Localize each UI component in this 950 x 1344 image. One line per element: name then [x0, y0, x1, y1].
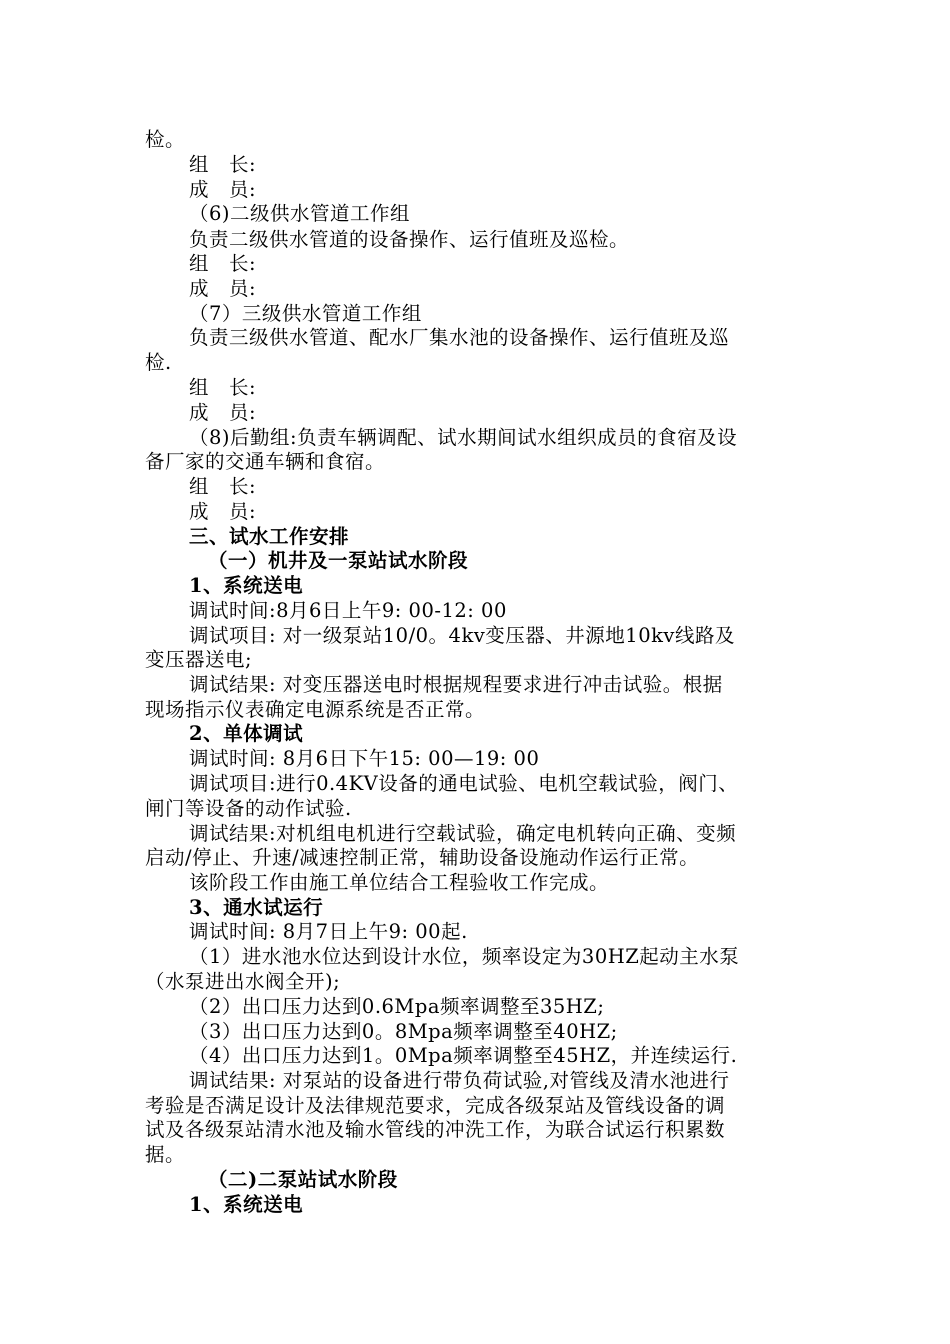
- text-line: 组 长:: [189, 475, 257, 498]
- item-heading: 1、系统送电: [189, 1193, 304, 1216]
- text-line: （2）出口压力达到0.6Mpa频率调整至35HZ;: [189, 995, 605, 1018]
- text-line: 启动/停止、升速/减速控制正常，辅助设备设施动作运行正常。: [145, 846, 700, 869]
- text-line: 成 员:: [189, 178, 257, 201]
- text-line: 成 员:: [189, 500, 257, 523]
- text-line: 调试项目: 对一级泵站10/0。4kv变压器、井源地10kv线路及: [189, 624, 735, 647]
- subsection-heading: （一）机井及一泵站试水阶段: [208, 549, 469, 572]
- text-line: 考验是否满足设计及法律规范要求，完成各级泵站及管线设备的调: [145, 1094, 726, 1117]
- text-line: 检.: [145, 351, 172, 374]
- text-line: （7）三级供水管道工作组: [189, 302, 422, 325]
- text-line: （1）进水池水位达到设计水位，频率设定为30HZ起动主水泵: [189, 945, 740, 968]
- text-line: 调试结果:对机组电机进行空载试验，确定电机转向正确、变频: [189, 822, 737, 845]
- text-line: 组 长:: [189, 153, 257, 176]
- text-line: 调试时间: 8月7日上午9: 00起.: [189, 920, 468, 943]
- text-line: 备厂家的交通车辆和食宿。: [145, 450, 386, 473]
- text-line: 试及各级泵站清水池及输水管线的冲洗工作，为联合试运行积累数: [145, 1118, 726, 1141]
- subsection-heading: （二)二泵站试水阶段: [208, 1168, 398, 1191]
- text-line: 成 员:: [189, 277, 257, 300]
- text-line: （4）出口压力达到1。0Mpa频率调整至45HZ，并连续运行.: [189, 1044, 738, 1067]
- text-line: 调试时间:8月6日上午9: 00-12: 00: [189, 599, 507, 622]
- text-line: 负责三级供水管道、配水厂集水池的设备操作、运行值班及巡: [189, 326, 730, 349]
- text-line: （6)二级供水管道工作组: [189, 202, 411, 225]
- text-line: 组 长:: [189, 252, 257, 275]
- text-line: 该阶段工作由施工单位结合工程验收工作完成。: [189, 871, 610, 894]
- text-line: 检。: [145, 128, 186, 151]
- text-line: 成 员:: [189, 401, 257, 424]
- text-line: 变压器送电;: [145, 648, 253, 671]
- text-line: 调试时间: 8月6日下午15: 00—19: 00: [189, 747, 540, 770]
- item-heading: 2、单体调试: [189, 722, 304, 745]
- text-line: （8)后勤组:负责车辆调配、试水期间试水组织成员的食宿及设: [189, 426, 738, 449]
- text-line: 负责二级供水管道的设备操作、运行值班及巡检。: [189, 228, 630, 251]
- item-heading: 3、通水试运行: [189, 896, 324, 919]
- text-line: 组 长:: [189, 376, 257, 399]
- text-line: 现场指示仪表确定电源系统是否正常。: [145, 698, 486, 721]
- text-line: （3）出口压力达到0。8Mpa频率调整至40HZ;: [189, 1020, 618, 1043]
- text-line: 调试结果: 对变压器送电时根据规程要求进行冲击试验。根据: [189, 673, 723, 696]
- text-line: （水泵进出水阀全开);: [145, 970, 341, 993]
- text-line: 据。: [145, 1143, 186, 1166]
- text-line: 闸门等设备的动作试验.: [145, 797, 352, 820]
- text-line: 调试项目:进行0.4KV设备的通电试验、电机空载试验，阀门、: [189, 772, 739, 795]
- item-heading: 1、系统送电: [189, 574, 304, 597]
- section-heading: 三、试水工作安排: [189, 525, 350, 548]
- text-line: 调试结果: 对泵站的设备进行带负荷试验,对管线及清水池进行: [189, 1069, 730, 1092]
